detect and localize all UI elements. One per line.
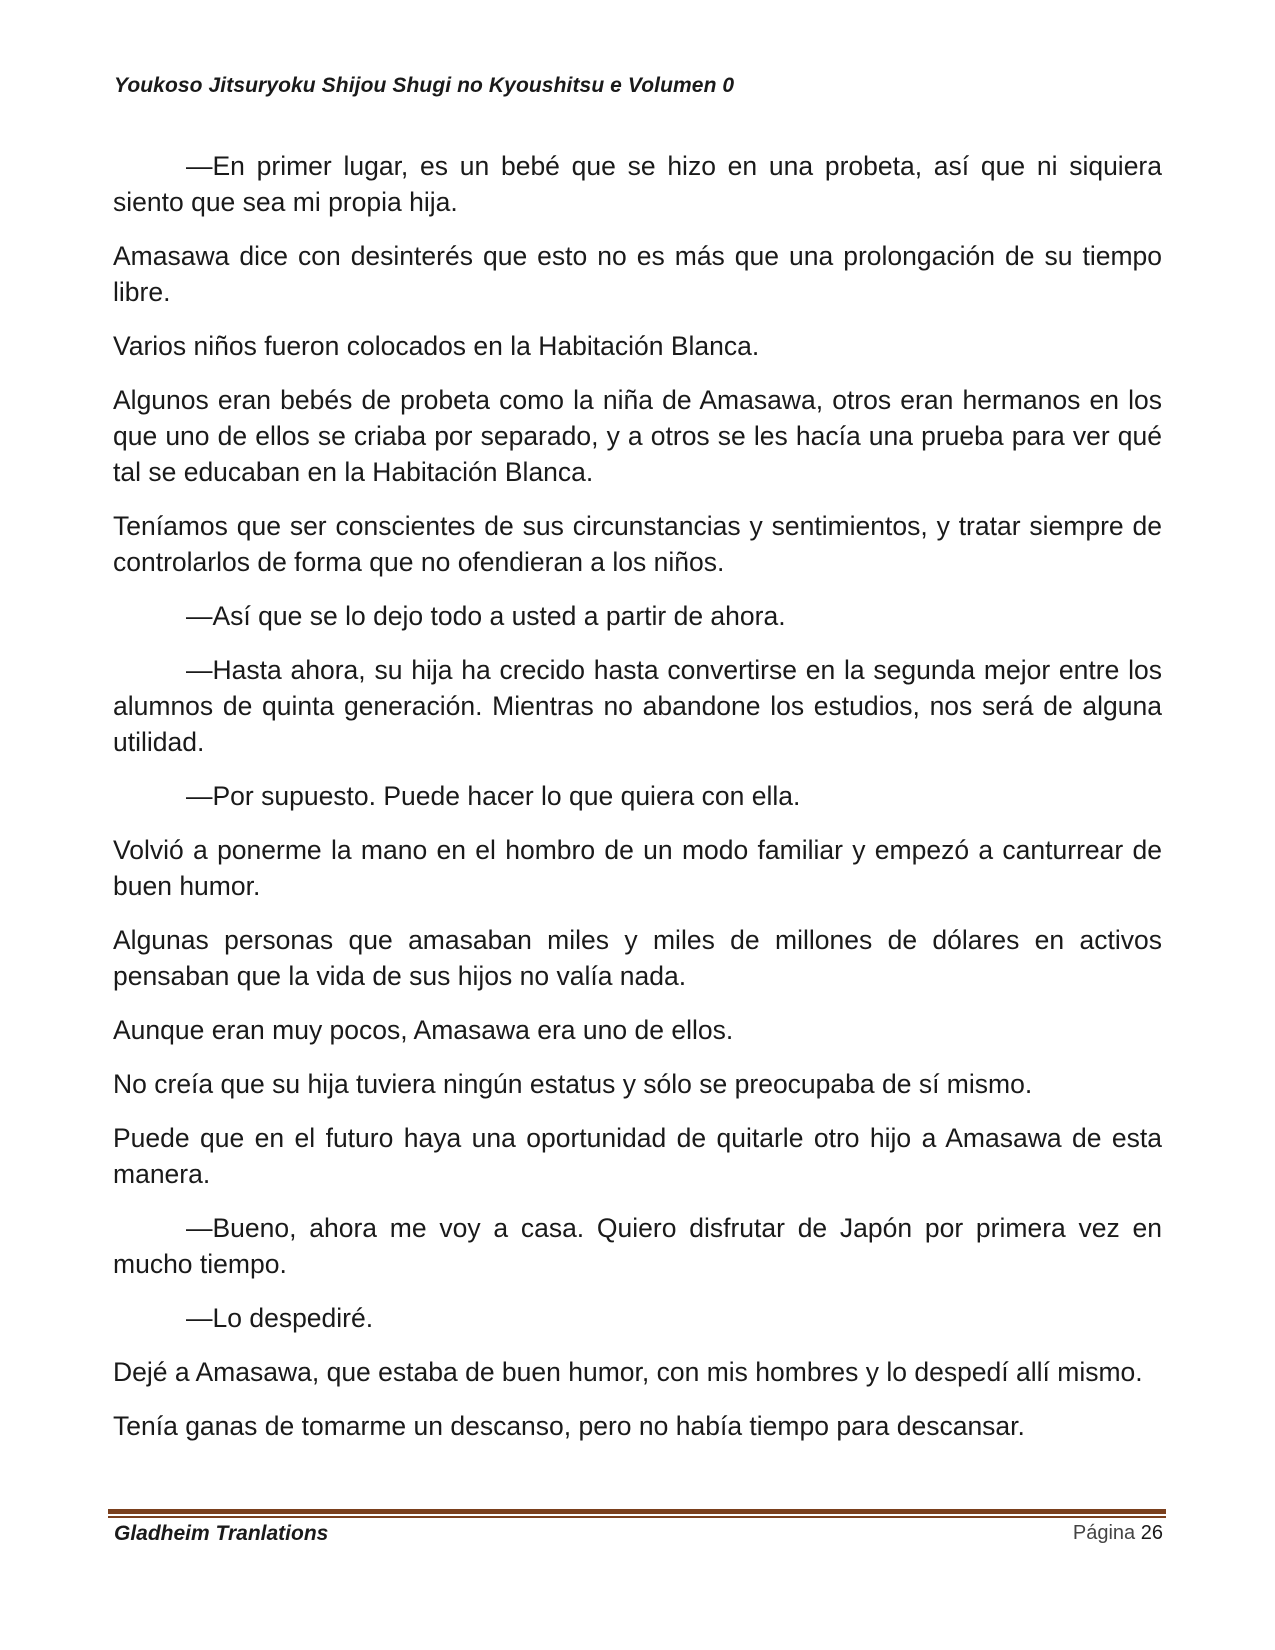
paragraph: Puede que en el futuro haya una oportunidad de quitarle otro hijo a Amasawa de esta manera. [113,1123,1162,1189]
page-number-value: 26 [1140,1522,1163,1544]
paragraph: Volvió a ponerme la mano en el hombro de un modo familiar y empezó a canturrear de buen humor. [113,835,1162,901]
body-text [113,148,1162,1462]
paragraph: Amasawa dice con desinterés que esto no es más que una prolongación de su tiempo libre. [113,241,1162,307]
paragraph: Teníamos que ser conscientes de sus circunstancias y sentimientos, y tratar siempre de controlarlos de forma que no ofendieran a los niños. [113,511,1162,577]
paragraph: —Lo despediré. [186,1303,374,1333]
footer-rule-thin [108,1516,1166,1518]
footer-rule [108,1509,1166,1514]
paragraph: Tenía ganas de tomarme un descanso, pero no había tiempo para descansar. [113,1411,1025,1441]
paragraph: Varios niños fueron colocados en la Habitación Blanca. [113,331,760,361]
paragraph: —Así que se lo dejo todo a usted a partir de ahora. [186,601,786,631]
paragraph: Algunos eran bebés de probeta como la niña de Amasawa, otros eran hermanos en los que uno de ellos se criaba por separado, y a otros se les hacía una prueba para ver qué tal se educaban en la Habitación Blanca. [113,385,1162,487]
page-number [1073,1522,1163,1545]
paragraph: Dejé a Amasawa, que estaba de buen humor, con mis hombres y lo despedí allí mismo. [113,1357,1143,1387]
paragraph: —Hasta ahora, su hija ha crecido hasta convertirse en la segunda mejor entre los alumnos de quinta generación. Mientras no abandone los estudios, nos será de alguna utilidad. [113,655,1162,757]
page-label: Página [1072,1522,1136,1544]
running-header: Youkoso Jitsuryoku Shijou Shugi no Kyoushitsu e Volumen 0 [114,74,735,97]
paragraph: Aunque eran muy pocos, Amasawa era uno de ellos. [113,1015,734,1045]
paragraph: —En primer lugar, es un bebé que se hizo en una probeta, así que ni siquiera siento que sea mi propia hija. [113,151,1162,217]
paragraph: —Bueno, ahora me voy a casa. Quiero disfrutar de Japón por primera vez en mucho tiempo. [113,1213,1162,1279]
paragraph: —Por supuesto. Puede hacer lo que quiera con ella. [186,781,801,811]
paragraph: Algunas personas que amasaban miles y miles de millones de dólares en activos pensaban que la vida de sus hijos no valía nada. [113,925,1162,991]
paragraph: No creía que su hija tuviera ningún estatus y sólo se preocupaba de sí mismo. [113,1069,1033,1099]
footer-group-name: Gladheim Tranlations [114,1522,329,1545]
